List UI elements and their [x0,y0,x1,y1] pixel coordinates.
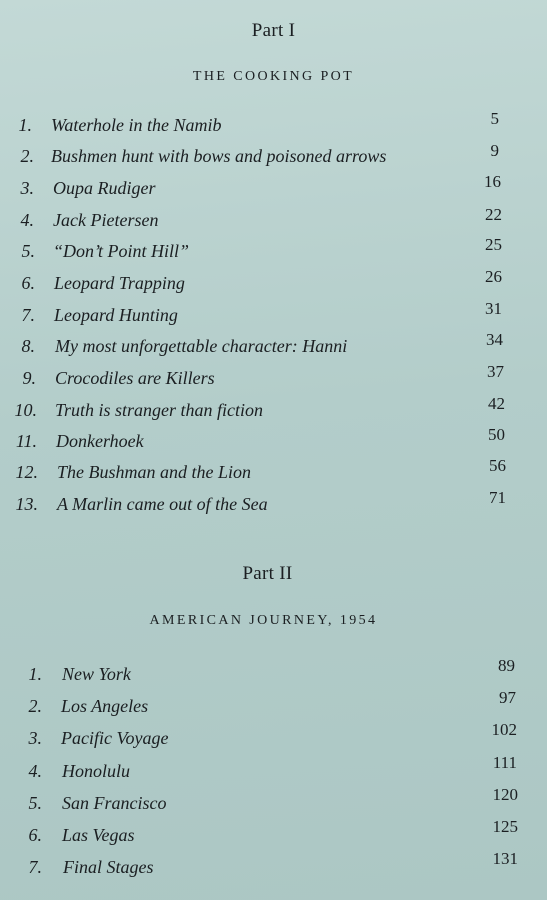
entry-title: Honolulu [62,761,131,781]
entry-title: Los Angeles [61,696,149,716]
entry-number: 6. [21,273,35,293]
entry-number: 4. [20,210,34,230]
entry-number: 3. [28,728,42,748]
entry-page-number: 34 [486,330,503,349]
entry-number: 11. [15,431,37,451]
list-item [0,849,547,887]
entry-title: A Marlin came out of the Sea [57,494,268,514]
entry-page-number: 111 [492,753,517,772]
entry-number: 2. [28,696,42,716]
entry-page-number: 97 [499,688,516,707]
entry-number: 3. [20,178,34,198]
entry-title: Leopard Hunting [54,305,178,325]
entry-page-number: 5 [490,109,499,128]
entry-page-number: 22 [485,205,502,224]
entry-number: 1. [18,115,32,135]
entry-page-number: 120 [492,785,518,804]
entry-number: 6. [28,825,42,845]
entry-title: “Don’t Point Hill” [53,241,190,261]
entry-page-number: 9 [490,141,499,160]
entry-page-number: 50 [488,425,505,444]
entry-page-number: 125 [492,817,518,836]
entry-number: 1. [28,664,42,684]
entry-number: 2. [20,146,34,166]
entry-title: Leopard Trapping [54,273,185,293]
entry-title: Crocodiles are Killers [55,368,215,388]
part-2-heading: Part II [242,563,293,584]
entry-title: Truth is stranger than fiction [55,400,264,420]
entry-title: Oupa Rudiger [53,178,156,198]
entry-title: Jack Pietersen [53,210,159,230]
entry-page-number: 37 [487,362,504,381]
list-item [0,172,547,208]
entry-number: 5. [28,793,42,813]
entry-title: San Francisco [62,793,167,813]
entry-number: 10. [14,400,37,420]
entry-page-number: 42 [488,394,505,413]
entry-page-number: 25 [485,235,502,254]
entry-page-number: 26 [485,267,502,286]
entry-number: 12. [15,462,38,482]
entry-title: Donkerhoek [56,431,144,451]
entry-title: New York [62,664,131,684]
entry-number: 13. [15,494,38,514]
entry-page-number: 102 [491,720,517,739]
entry-title: Las Vegas [62,825,135,845]
entry-page-number: 89 [498,656,515,675]
entry-title: Bushmen hunt with bows and poisoned arrows [51,146,387,166]
entry-title: Final Stages [63,857,154,877]
part-1-section-title: THE COOKING POT [192,69,355,84]
entry-page-number: 56 [489,456,506,475]
entry-number: 8. [21,336,35,356]
entry-title: My most unforgettable character: Hanni [55,336,348,356]
entry-title: Waterhole in the Namib [51,115,222,135]
entry-number: 9. [22,368,36,388]
entry-number: 5. [21,241,35,261]
entry-page-number: 31 [485,299,502,318]
entry-page-number: 131 [492,849,518,868]
part-1-heading: Part I [251,20,296,41]
entry-number: 7. [21,305,35,325]
entry-title: Pacific Voyage [61,728,169,748]
entry-title: The Bushman and the Lion [57,462,252,482]
entry-number: 7. [28,857,42,877]
entry-page-number: 16 [484,172,501,191]
entry-page-number: 71 [489,488,506,507]
list-item [0,488,547,524]
part-2-section-title: AMERICAN JOURNEY, 1954 [149,613,378,628]
entry-number: 4. [28,761,42,781]
